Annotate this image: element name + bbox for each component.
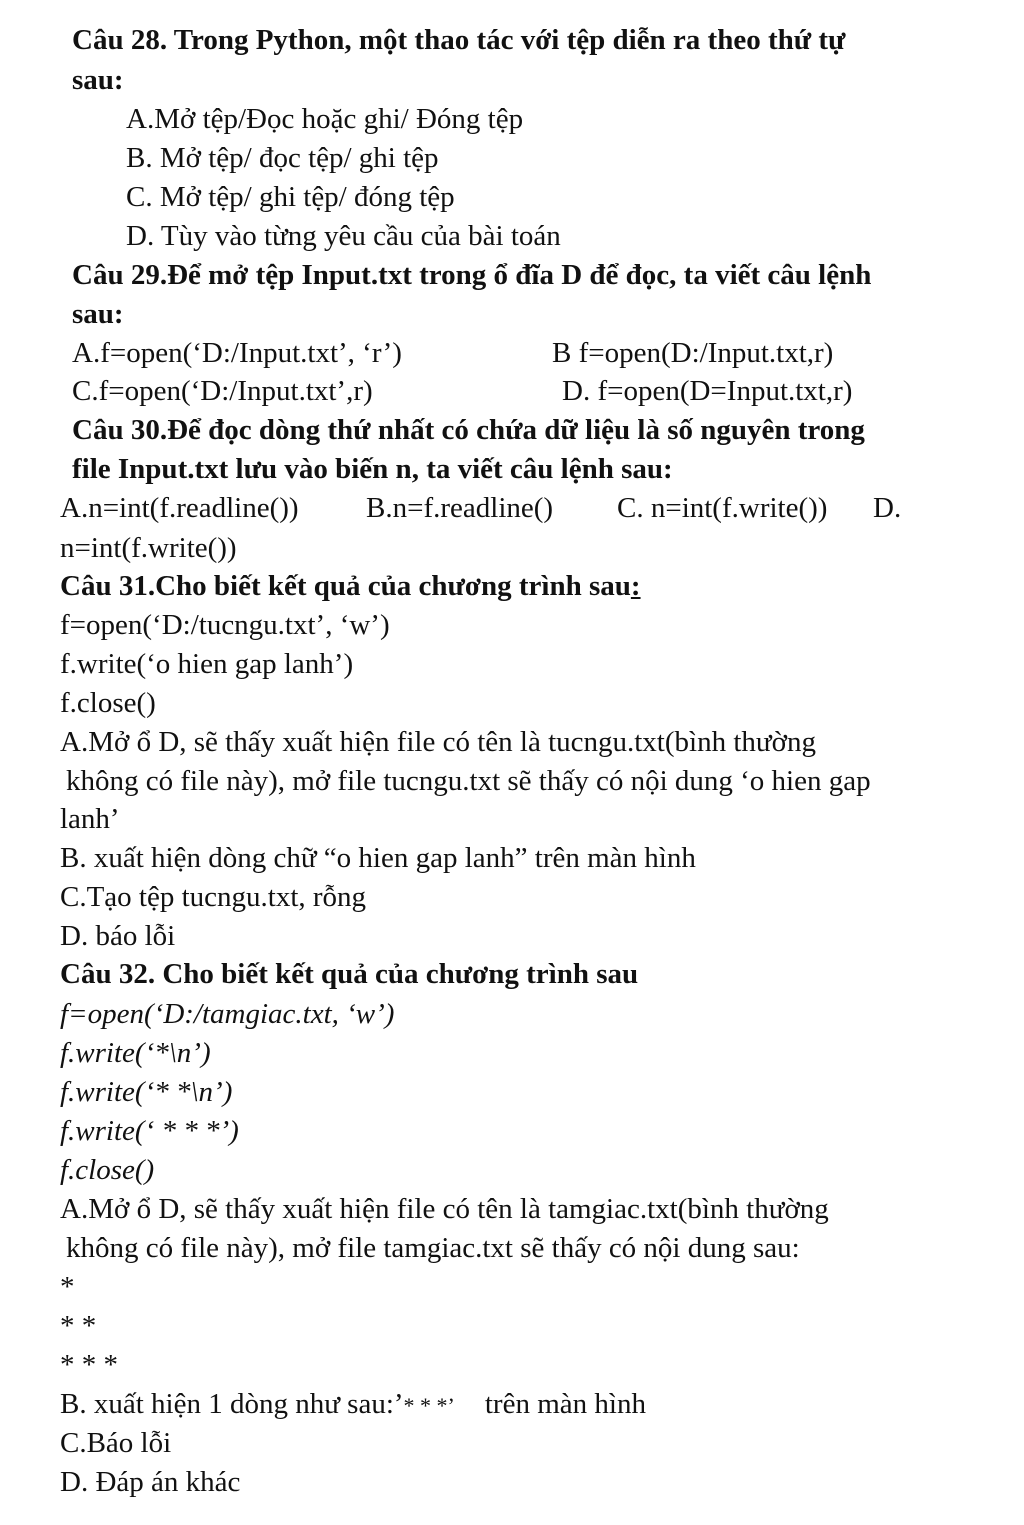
q31-option-a-line3: lanh’ [60,803,120,835]
q32-code-line: f.write(‘*\n’) [60,1037,211,1069]
q29-option-a: A.f=open(‘D:/Input.txt’, ‘r’) [72,337,402,369]
q31-code-line: f=open(‘D:/tucngu.txt’, ‘w’) [60,609,390,641]
q30-option-b: B.n=f.readline() [366,492,554,524]
q31-option-c: C.Tạo tệp tucngu.txt, rỗng [60,881,367,913]
q32-option-b-suffix: trên màn hình [484,1388,646,1420]
q30-option-d-label: D. [873,492,902,524]
q31-code-line: f.write(‘o hien gap lanh’) [60,648,354,680]
q30-title-line2: file Input.txt lưu vào biến n, ta viết câu lệnh sau: [72,453,673,485]
q32-code-line: f.write(‘ * * *’) [60,1115,239,1147]
q29-title-line1: Câu 29.Để mở tệp Input.txt trong ổ đĩa D để đọc, ta viết câu lệnh [72,259,872,291]
q28-option-d: D. Tùy vào từng yêu cầu của bài toán [126,220,561,252]
q32-code-line: f.close() [60,1154,155,1186]
q31-option-a-line2: không có file này), mở file tucngu.txt sẽ thấy có nội dung ‘o hien gap [66,765,871,797]
q32-option-c: C.Báo lỗi [60,1427,172,1459]
q32-option-d: D. Đáp án khác [60,1466,241,1498]
q31-option-d: D. báo lỗi [60,920,176,952]
q29-option-c: C.f=open(‘D:/Input.txt’,r) [72,375,373,407]
q29-option-d: D. f=open(D=Input.txt,r) [562,375,853,407]
q30-title-line1: Câu 30.Để đọc dòng thứ nhất có chứa dữ liệu là số nguyên trong [72,414,865,446]
q28-option-c: C. Mở tệp/ ghi tệp/ đóng tệp [126,181,455,213]
q32-output-line: * * [60,1310,97,1342]
q31-option-b: B. xuất hiện dòng chữ “o hien gap lanh” trên màn hình [60,842,696,874]
q28-title-line1: Câu 28. Trong Python, một thao tác với tệp diễn ra theo thứ tự [72,24,846,56]
q30-option-c: C. n=int(f.write()) [617,492,828,524]
q30-option-d-text: n=int(f.write()) [60,532,237,564]
q32-option-b [60,1386,646,1424]
q32-option-b-stars: * * *’ [403,1393,455,1418]
q32-output-line: * [60,1271,75,1303]
q31-title [60,568,641,604]
q31-option-a-line1: A.Mở ổ D, sẽ thấy xuất hiện file có tên là tucngu.txt(bình thường [60,726,816,758]
q30-option-a: A.n=int(f.readline()) [60,492,299,524]
q29-option-b: B f=open(D:/Input.txt,r) [552,337,834,369]
q28-option-a: A.Mở tệp/Đọc hoặc ghi/ Đóng tệp [126,103,524,135]
q32-code-line: f.write(‘* *\n’) [60,1076,233,1108]
q31-code-line: f.close() [60,687,156,719]
q32-option-a-line2: không có file này), mở file tamgiac.txt sẽ thấy có nội dung sau: [66,1232,800,1264]
q28-option-b: B. Mở tệp/ đọc tệp/ ghi tệp [126,142,439,174]
q31-title-text: Câu 31.Cho biết kết quả của chương trình sau [60,570,631,602]
q32-option-b-prefix: B. xuất hiện 1 dòng như sau:’ [60,1388,404,1420]
q32-option-a-line1: A.Mở ổ D, sẽ thấy xuất hiện file có tên là tamgiac.txt(bình thường [60,1193,829,1225]
q31-title-colon: : [630,570,641,602]
q32-title: Câu 32. Cho biết kết quả của chương trình sau [60,958,639,990]
q32-output-line: * * * [60,1349,118,1381]
q29-title-line2: sau: [72,298,124,330]
q28-title-line2: sau: [72,64,124,96]
q32-code-line: f=open(‘D:/tamgiac.txt, ‘w’) [60,998,395,1030]
